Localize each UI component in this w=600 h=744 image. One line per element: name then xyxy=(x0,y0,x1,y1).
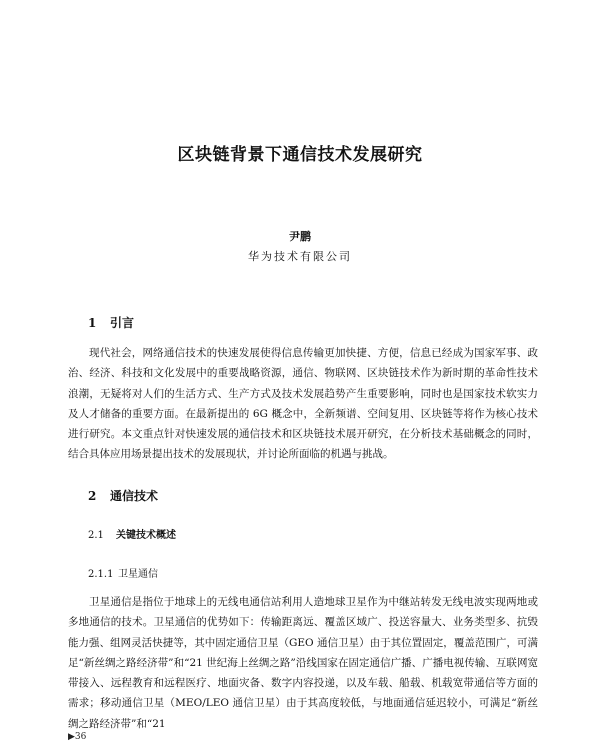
section-heading-comm-tech xyxy=(88,487,158,504)
section-heading-intro xyxy=(88,314,134,331)
section-title: 引言 xyxy=(110,316,135,330)
section-number: 2 xyxy=(88,489,97,503)
section-number: 1 xyxy=(88,316,97,330)
satellite-paragraph: 卫星通信是指位于地球上的无线电通信站利用人造地球卫星作为中继站转发无线电波实现两地或多地通信的技术。卫星通信的优势如下：传输距离远、覆盖区域广、投送容量大、业务类型多、抗毁能力强、组网灵活快捷等，其中固定通信卫星（GEO 通信卫星）由于其位置固定，覆盖范围广，可满足“新丝绸之路经济带”和“21 世纪海上丝绸之路”沿线国家在固定通信广播、广播电视传输、互联网宽带接入、远程教育和远程医疗、地面灾备、数字内容投递，以及车载、船载、机载宽带通信等方面的需求；移动通信卫星（MEO/LEO 通信卫星）由于其高度较低，与地面通信延迟较小，可满足“新丝绸之路经济带”和“21 xyxy=(68,596,538,730)
author-affiliation: 华为技术有限公司 xyxy=(248,250,352,263)
subsection-number: 2.1 xyxy=(88,530,104,541)
author-name: 尹鹏 xyxy=(289,230,311,243)
subsection-title: 关键技术概述 xyxy=(116,530,176,541)
page-number-mark: ▶36 xyxy=(68,732,87,742)
intro-paragraph: 现代社会，网络通信技术的快速发展使得信息传输更加快捷、方便，信息已经成为国家军事、政治、经济、科技和文化发展中的重要战略资源，通信、物联网、区块链技术作为新时期的革命性技术浪潮，无疑将对人们的生活方式、生产方式及技术发展趋势产生重要影响，同时也是国家技术软实力及人才储备的重要方面。在最新提出的 6G 概念中，全新频谱、空间复用、区块链等将作为核心技术进行研究。本文重点针对快速发展的通信技术和区块链技术展开研究，在分析技术基础概念的同时，结合具体应用场景提出技术的发展现状，并讨论所面临的机遇与挑战。 xyxy=(68,347,538,461)
subsubsection-number: 2.1.1 xyxy=(88,569,114,580)
subsubsection-title: 卫星通信 xyxy=(118,569,158,580)
subsection-heading-key-tech xyxy=(88,526,176,541)
subsubsection-heading-satellite xyxy=(88,565,158,580)
paper-title: 区块链背景下通信技术发展研究 xyxy=(177,145,423,165)
section-title: 通信技术 xyxy=(110,489,159,503)
